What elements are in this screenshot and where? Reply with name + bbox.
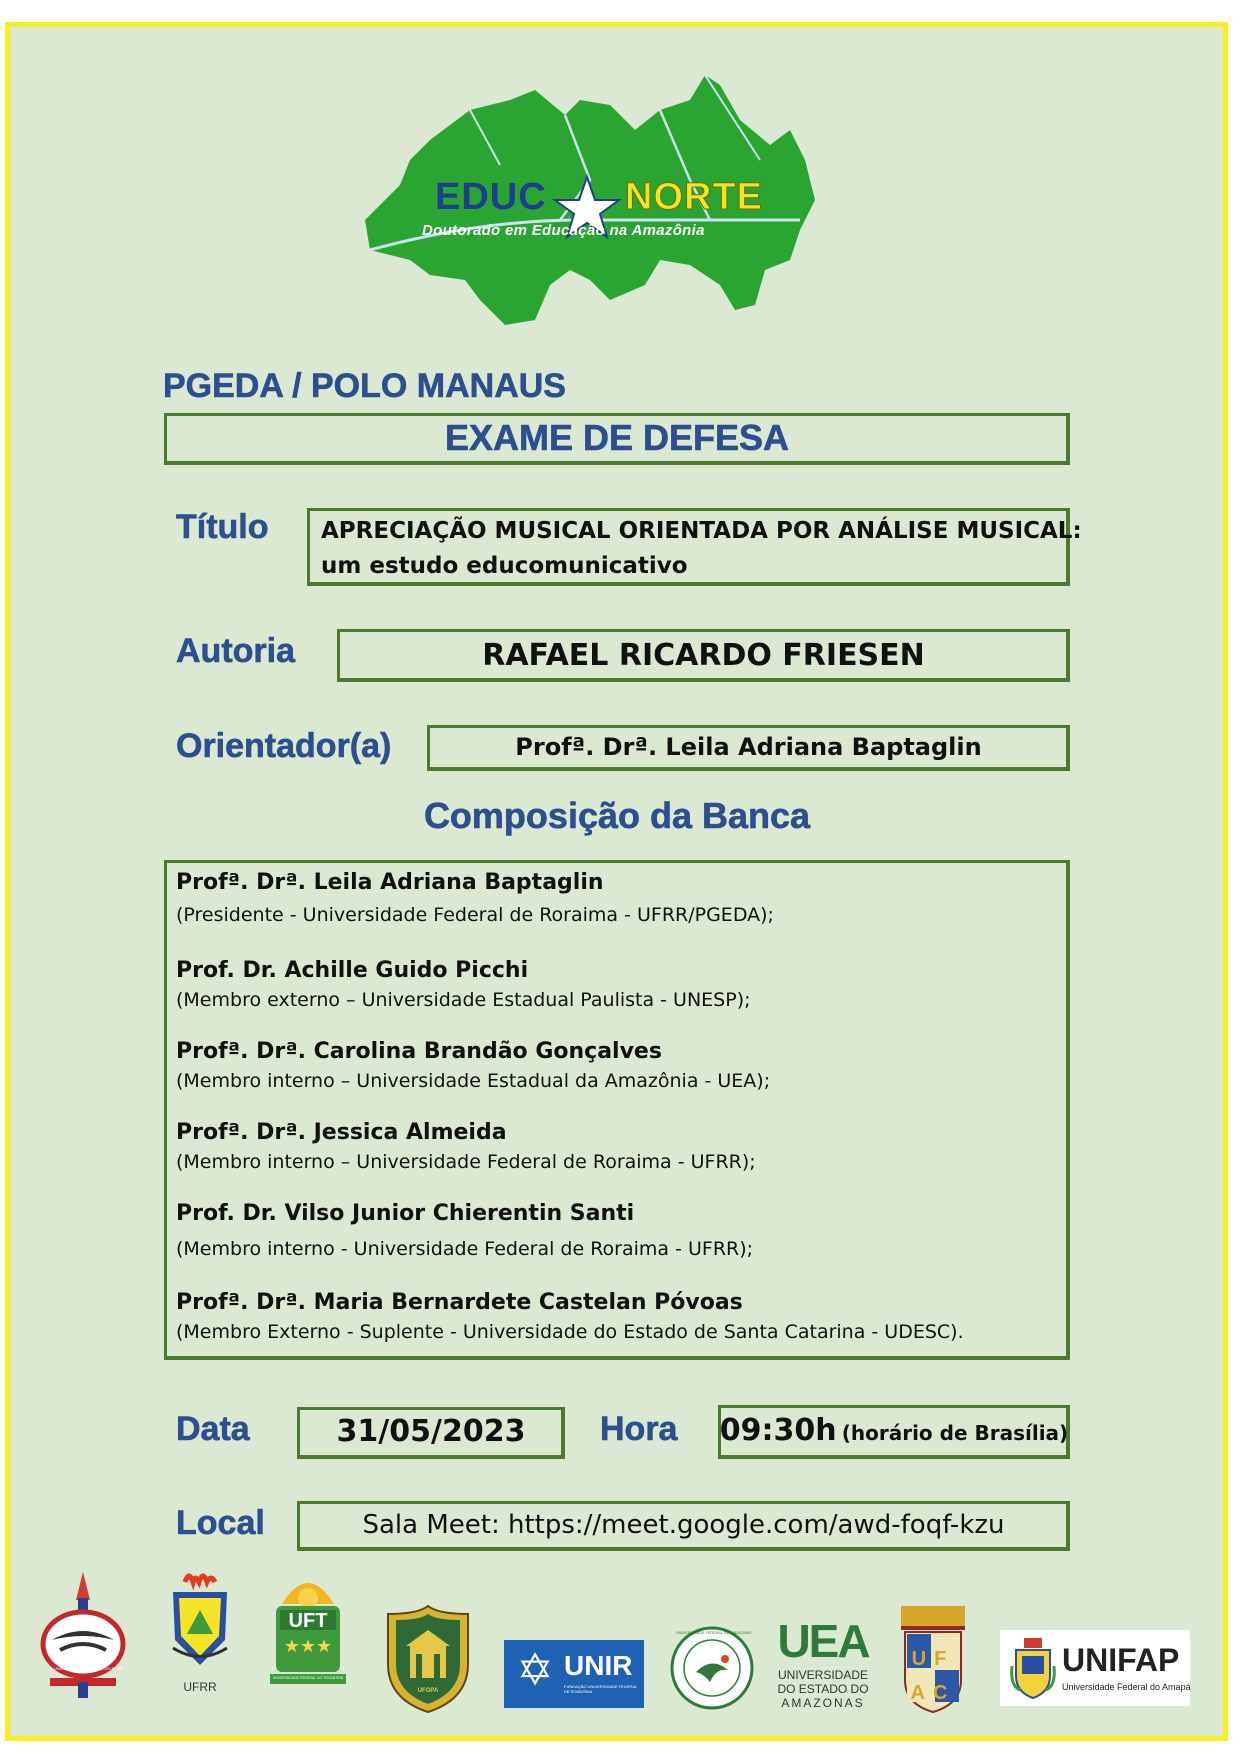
ufopa-name: UFOPA xyxy=(417,1688,439,1694)
titulo-label: Título xyxy=(176,508,269,546)
ufopa-logo xyxy=(378,1604,478,1714)
banca-list xyxy=(176,870,1056,1350)
unir-subtitle: FUNDAÇÃO UNIVERSIDADE FEDERAL DE RONDÔNIA xyxy=(564,1684,637,1694)
exam-title: EXAME DE DEFESA xyxy=(444,417,790,458)
titulo-line-1: APRECIAÇÃO MUSICAL ORIENTADA POR ANÁLISE MUSICAL: xyxy=(321,518,1082,544)
uft-logo xyxy=(268,1570,348,1690)
banca-heading: Composição da Banca xyxy=(423,795,811,836)
banca-member xyxy=(176,1039,770,1092)
ufac-acronym: UFAC xyxy=(910,1648,956,1704)
uft-stars: ★★★ xyxy=(283,1636,333,1656)
uea-line-1: UNIVERSIDADE xyxy=(777,1668,869,1682)
uea-logo xyxy=(773,1614,873,1714)
unifap-logo xyxy=(1000,1630,1190,1706)
educanorte-logo xyxy=(360,70,870,330)
uea-acronym: UEA xyxy=(777,1615,869,1667)
unir-logo xyxy=(504,1640,644,1708)
unir-name: UNIR xyxy=(564,1650,633,1681)
ufac-logo xyxy=(893,1604,973,1716)
member-role: (Membro interno – Universidade Federal de Roraima - UFRR); xyxy=(176,1151,756,1173)
ufam-name: UNIVERSIDADE FEDERAL DO AMAZONAS xyxy=(676,1631,752,1635)
ufopa-shield-icon xyxy=(378,1604,478,1714)
logo-word-left: EDUC xyxy=(435,176,547,218)
unifap-subtitle: Universidade Federal do Amapá xyxy=(1062,1682,1191,1692)
unifap-name: UNIFAP xyxy=(1062,1642,1180,1678)
member-name: Profª. Drª. Maria Bernardete Castelan Póvoas xyxy=(176,1290,743,1315)
member-role: (Membro interno - Universidade Federal de Roraima - UFRR); xyxy=(176,1238,754,1260)
ufrr-name: UFRR xyxy=(183,1680,217,1694)
data-value: 31/05/2023 xyxy=(336,1414,526,1449)
member-name: Prof. Dr. Achille Guido Picchi xyxy=(176,958,529,983)
banca-member xyxy=(176,1120,756,1173)
uea-line-2: DO ESTADO DO xyxy=(777,1682,869,1696)
ufam-seal-icon xyxy=(670,1626,754,1710)
logo-subtitle: Doutorado em Educação na Amazônia xyxy=(422,222,705,239)
ufrr-logo xyxy=(165,1570,235,1700)
logo-word-right: NORTE xyxy=(625,176,763,218)
orientador-label: Orientador(a) xyxy=(176,727,392,765)
member-name: Profª. Drª. Carolina Brandão Gonçalves xyxy=(176,1039,662,1064)
uea-line-3: AMAZONAS xyxy=(781,1696,865,1710)
unifap-crest-icon xyxy=(1010,1636,1056,1700)
member-role: (Membro externo – Universidade Estadual Paulista - UNESP); xyxy=(176,989,751,1011)
orientador-value: Profª. Drª. Leila Adriana Baptaglin xyxy=(515,733,982,761)
member-role: (Membro Externo - Suplente - Universidade do Estado de Santa Catarina - UDESC). xyxy=(176,1321,964,1343)
member-name: Profª. Drª. Leila Adriana Baptaglin xyxy=(176,870,604,895)
hora-value: 09:30h xyxy=(719,1413,837,1448)
autoria-value: RAFAEL RICARDO FRIESEN xyxy=(482,638,925,673)
banca-member xyxy=(176,870,774,926)
hora-note: (horário de Brasília) xyxy=(841,1421,1069,1445)
ufam-logo xyxy=(670,1626,754,1710)
local-value[interactable]: Sala Meet: https://meet.google.com/awd-foqf-kzu xyxy=(362,1510,1005,1540)
titulo-line-2: um estudo educomunicativo xyxy=(321,553,688,579)
banca-member xyxy=(176,1290,964,1343)
member-role: (Membro interno – Universidade Estadual da Amazônia - UEA); xyxy=(176,1070,771,1092)
member-name: Prof. Dr. Vilso Junior Chierentin Santi xyxy=(176,1201,635,1226)
banca-member xyxy=(176,1201,753,1260)
hora-label: Hora xyxy=(600,1410,678,1448)
ufrr-shield-icon xyxy=(165,1570,235,1680)
program-title: PGEDA / POLO MANAUS xyxy=(163,367,566,405)
ufac-letters xyxy=(907,1642,959,1710)
autoria-label: Autoria xyxy=(176,632,295,670)
banca-member xyxy=(176,958,751,1011)
member-role: (Presidente - Universidade Federal de Roraima - UFRR/PGEDA); xyxy=(176,904,774,926)
ufpa-name: UNIVERSIDADE FEDERAL DO PARÁ xyxy=(54,1666,123,1671)
uft-acronym: UFT xyxy=(288,1610,328,1632)
member-name: Profª. Drª. Jessica Almeida xyxy=(176,1120,507,1145)
unir-star-icon: ✡ xyxy=(516,1646,554,1695)
hora-line xyxy=(718,1413,1070,1448)
uft-name: UNIVERSIDADE FEDERAL DO TOCANTINS xyxy=(272,1676,344,1680)
data-label: Data xyxy=(176,1410,250,1448)
local-label: Local xyxy=(176,1504,265,1542)
ufpa-logo xyxy=(40,1570,126,1700)
ufpa-emblem-icon xyxy=(40,1570,126,1700)
